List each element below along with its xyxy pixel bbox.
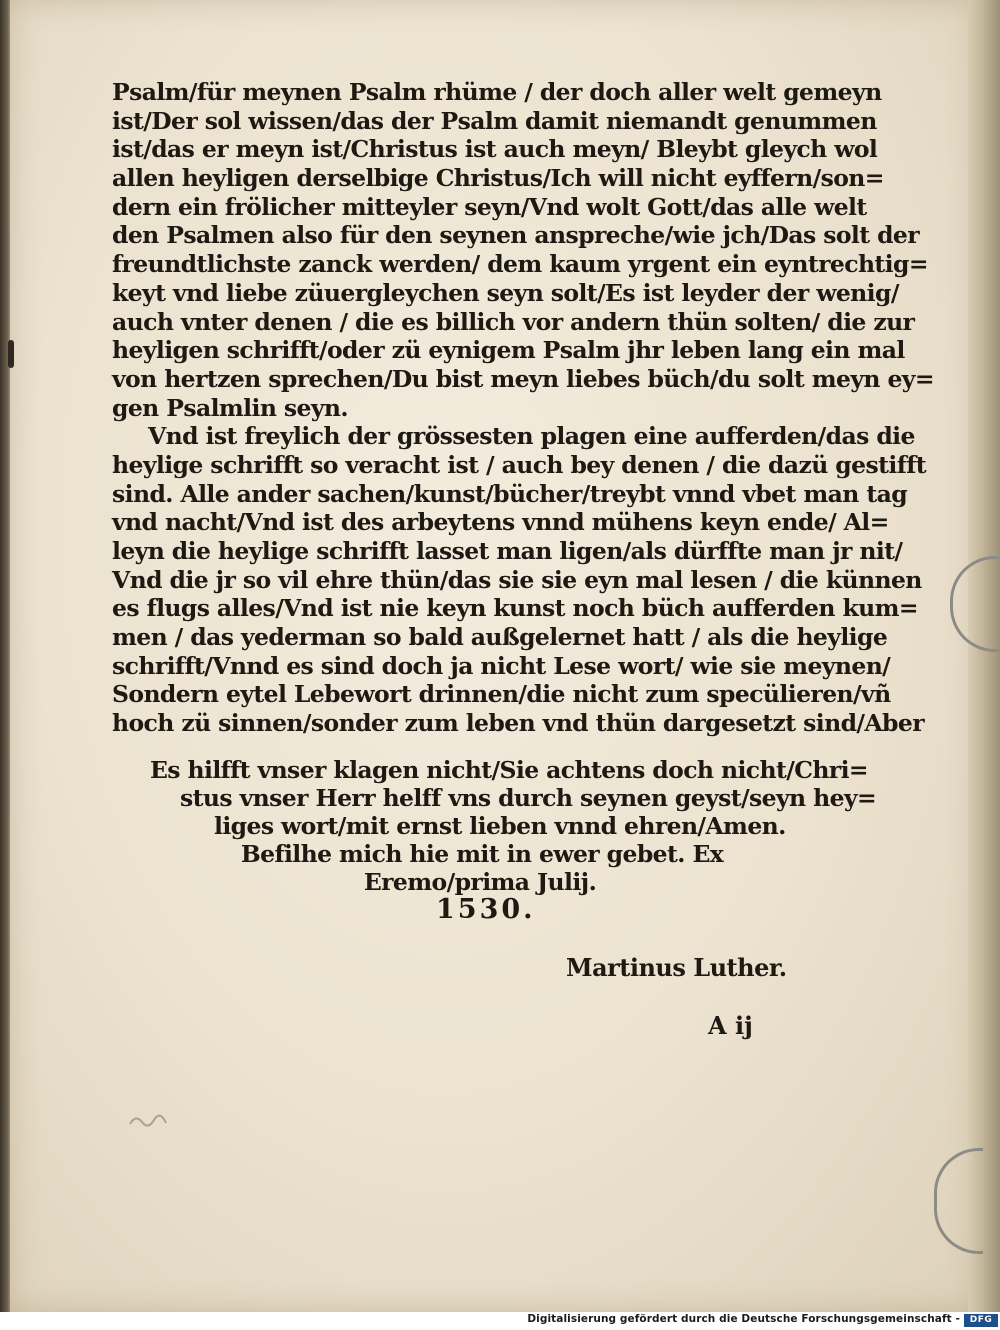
text-line: auch vnter denen / die es billich vor andern thün solten/ die zur [112, 307, 915, 336]
text-line: heyligen schrifft/oder zü eynigem Psalm jhr leben lang ein mal [112, 336, 905, 365]
text-line: Vnd die jr so vil ehre thün/das sie sie eyn mal lesen / die künnen [112, 565, 922, 594]
text-line: den Psalmen also für den seynen anspreche/wie jch/Das solt der [112, 221, 920, 250]
text-line: freundtlichste zanck werden/ dem kaum yrgent ein eyntrechtig= [112, 250, 928, 279]
ink-smudge-icon [128, 1112, 168, 1128]
text-line: Eremo/prima Julij. [363, 868, 597, 896]
closing-line-2 [180, 784, 877, 813]
text-line: vnd nacht/Vnd ist des arbeytens vnnd mühens keyn ende/ Al= [112, 508, 889, 537]
text-line: Befilhe mich hie mit in ewer gebet. Ex [240, 840, 724, 868]
text-line: dern ein frölicher mitteyler seyn/Vnd wolt Gott/das alle welt [112, 192, 867, 221]
text-line: Psalm/für meynen Psalm rhüme / der doch aller welt gemeyn [112, 78, 882, 106]
text-line: stus vnser Herr helff vns durch seynen geyst/seyn hey= [180, 784, 877, 812]
text-line: hoch zü sinnen/sonder zum leben vnd thün dargesetzt sind/Aber [112, 709, 924, 738]
binding-mark [8, 340, 14, 368]
closing-line-4 [238, 840, 726, 869]
body-text [112, 78, 934, 738]
closing-line-1 [150, 756, 869, 785]
signature-mark: A ij [708, 1011, 753, 1040]
text-line: sind. Alle ander sachen/kunst/bücher/treybt vnnd vbet man tag [112, 479, 908, 508]
text-line: von hertzen sprechen/Du bist meyn liebes büch/du solt meyn ey= [112, 364, 934, 393]
text-line: keyt vnd liebe züuergleychen seyn solt/Es ist leyder der wenig/ [112, 278, 899, 307]
text-line: men / das yederman so bald außgelernet hatt / als die heylige [112, 623, 888, 652]
page-edge-right [968, 0, 1000, 1312]
closing-line-5 [330, 868, 630, 897]
text-line: ist/Der sol wissen/das der Psalm damit niemandt genummen [112, 106, 877, 135]
funding-credit: Digitalisierung gefördert durch die Deutsche Forschungsgemeinschaft - [527, 1313, 960, 1325]
text-line: es flugs alles/Vnd ist nie keyn kunst noch büch aufferden kum= [112, 594, 918, 623]
date-year: 1530. [436, 894, 536, 925]
text-line: heylige schrifft so veracht ist / auch bey denen / die dazü gestifft [112, 450, 926, 479]
closing-line-3 [214, 812, 786, 841]
text-line: Es hilfft vnser klagen nicht/Sie achtens doch nicht/Chri= [150, 756, 869, 784]
text-line: allen heyligen derselbige Christus/Ich will nicht eyffern/son= [112, 164, 884, 193]
text-line: schrifft/Vnnd es sind doch ja nicht Lese wort/ wie sie meynen/ [112, 651, 891, 680]
text-line: leyn die heylige schrifft lasset man ligen/als dürffte man jr nit/ [112, 537, 903, 565]
text-line: ist/das er meyn ist/Christus ist auch meyn/ Bleybt gleych wol [112, 135, 878, 164]
text-line: liges wort/mit ernst lieben vnnd ehren/Amen. [214, 812, 786, 840]
digitization-footer [0, 1312, 1000, 1330]
dfg-logo: DFG [964, 1314, 998, 1327]
text-line: Vnd ist freylich der grössesten plagen eine aufferden/das die [148, 422, 915, 451]
text-line: Sondern eytel Lebewort drinnen/die nicht zum specülieren/vñ [112, 680, 891, 709]
text-line: gen Psalmlin seyn. [112, 393, 348, 422]
author-signature: Martinus Luther. [566, 953, 787, 982]
